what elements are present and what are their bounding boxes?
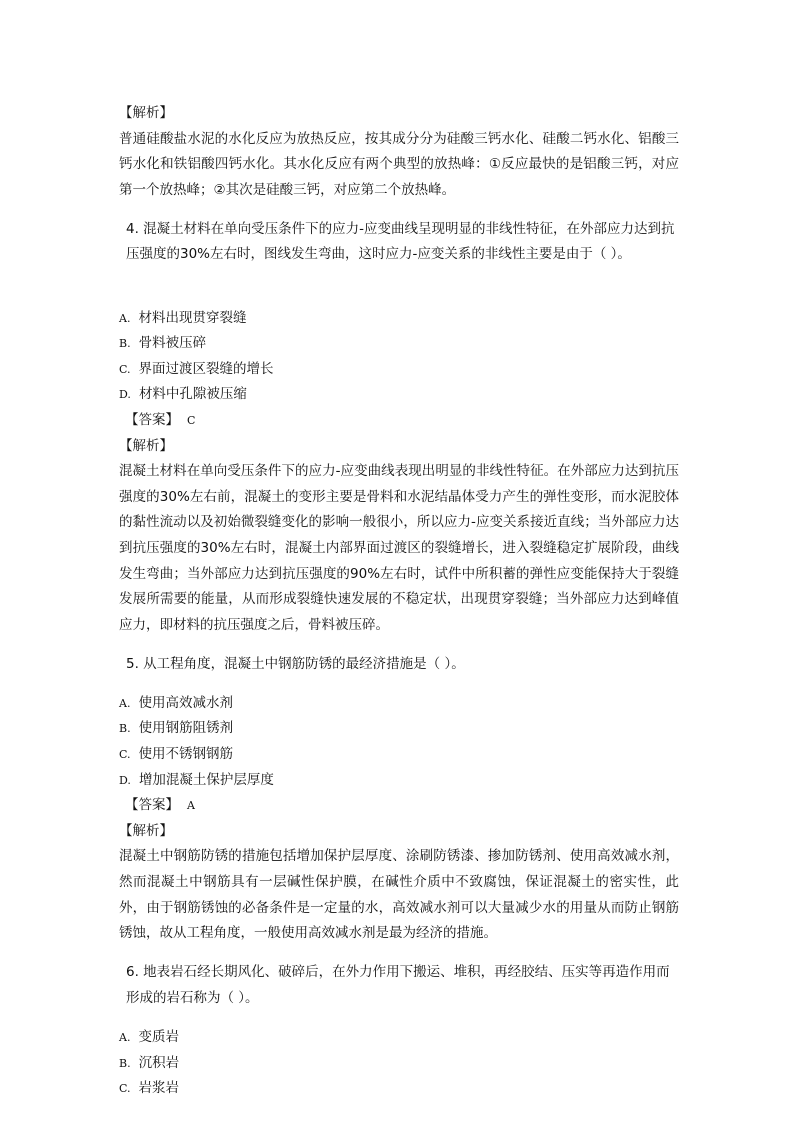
option-a [119,306,679,332]
option-letter: B. [119,1056,131,1070]
option-c [119,357,679,383]
option-letter: C. [119,748,131,762]
answer-line [119,793,679,819]
option-letter: B. [119,337,131,351]
spacer [119,282,679,306]
option-letter: A. [119,1031,131,1044]
option-letter: C. [119,1082,131,1096]
option-d [119,768,679,794]
option-text: 使用高效减水剂 [138,694,233,711]
option-a [119,691,679,717]
option-text: 材料中孔隙被压缩 [138,386,247,403]
answer-label: 【答案】 [125,411,179,428]
analysis-heading: 【解析】 [119,822,173,839]
option-text: 使用不锈钢钢筋 [138,746,234,763]
answer-value: C [187,413,196,427]
option-c [119,1076,679,1102]
question-4: 4. 混凝土材料在单向受压条件下的应力-应变曲线呈现明显的非线性特征，在外部应力达到抗压强度的30%左右时，图线发生弯曲，这时应力-应变关系的非线性主要是由于（ ）。 [126,220,675,263]
document-content [119,101,679,1102]
answer-value: A [187,799,195,813]
option-text: 变质岩 [138,1029,179,1045]
option-a [119,1025,679,1051]
analysis-heading: 【解析】 [119,437,173,454]
option-letter: A. [119,311,131,325]
analysis-text: 混凝土中钢筋防锈的措施包括增加保护层厚度、涂刷防锈漆、掺加防锈剂、使用高效减水剂，然而混凝土中钢筋具有一层碱性保护膜，在碱性介质中不致腐蚀，保证混凝土的密实性，此外，由于钢筋锈蚀的必备条件是一定量的水，高效减水剂可以大量减少水的用量从而防止钢筋锈蚀，故从工程角度，一般使用高效减水剂是最为经济的措施。 [119,848,679,942]
answer-label: 【答案】 [125,797,179,814]
option-letter: D. [119,388,131,402]
answer-line [119,408,679,434]
analysis-text: 混凝土材料在单向受压条件下的应力-应变曲线表现出明显的非线性特征。在外部应力达到抗压强度的30%左右前，混凝土的变形主要是骨料和水泥结晶体受力产生的弹性变形，而水泥胶体的黏性流动以及初始微裂缝变化的影响一般很小，所以应力-应变关系接近直线；当外部应力达到抗压强度的30%左右时，混凝土内部界面过渡区的裂缝增长，进入裂缝稳定扩展阶段，曲线发生弯曲；当外部应力达到抗压强度的90%左右时，试件中所积蓄的弹性应变能保持大于裂缝发展所需要的能量，从而形成裂缝快速发展的不稳定状，出现贯穿裂缝；当外部应力达到峰值应力，即材料的抗压强度之后，骨料被压碎。 [119,463,679,633]
option-letter: D. [119,773,131,787]
option-text: 骨料被压碎 [138,335,207,352]
option-text: 增加混凝土保护层厚度 [138,771,274,788]
option-letter: A. [119,696,131,710]
option-letter: C. [119,362,131,376]
option-text: 使用钢筋阻锈剂 [138,720,234,737]
option-letter: B. [119,722,131,736]
option-c [119,742,679,768]
option-text: 沉积岩 [138,1054,180,1071]
option-b [119,1051,679,1077]
option-text: 界面过渡区裂缝的增长 [138,360,274,377]
analysis-text: 普通硅酸盐水泥的水化反应为放热反应，按其成分分为硅酸三钙水化、硅酸二钙水化、铝酸三钙水化和铁铝酸四钙水化。其水化反应有两个典型的放热峰：①反应最快的是铝酸三钙，对应第一个放热峰；②其次是硅酸三钙，对应第二个放热峰。 [119,130,679,198]
question-5: 5. 从工程角度，混凝土中钢筋防锈的最经济措施是（ ）。 [126,655,465,672]
option-b [119,331,679,357]
option-b [119,716,679,742]
option-text: 材料出现贯穿裂缝 [138,309,247,326]
option-d [119,382,679,408]
question-6: 6. 地表岩石经长期风化、破碎后，在外力作用下搬运、堆积，再经胶结、压实等再造作用而形成的岩石称为（ ）。 [126,964,670,1006]
option-text: 岩浆岩 [138,1080,180,1097]
analysis-heading: 【解析】 [119,105,173,121]
